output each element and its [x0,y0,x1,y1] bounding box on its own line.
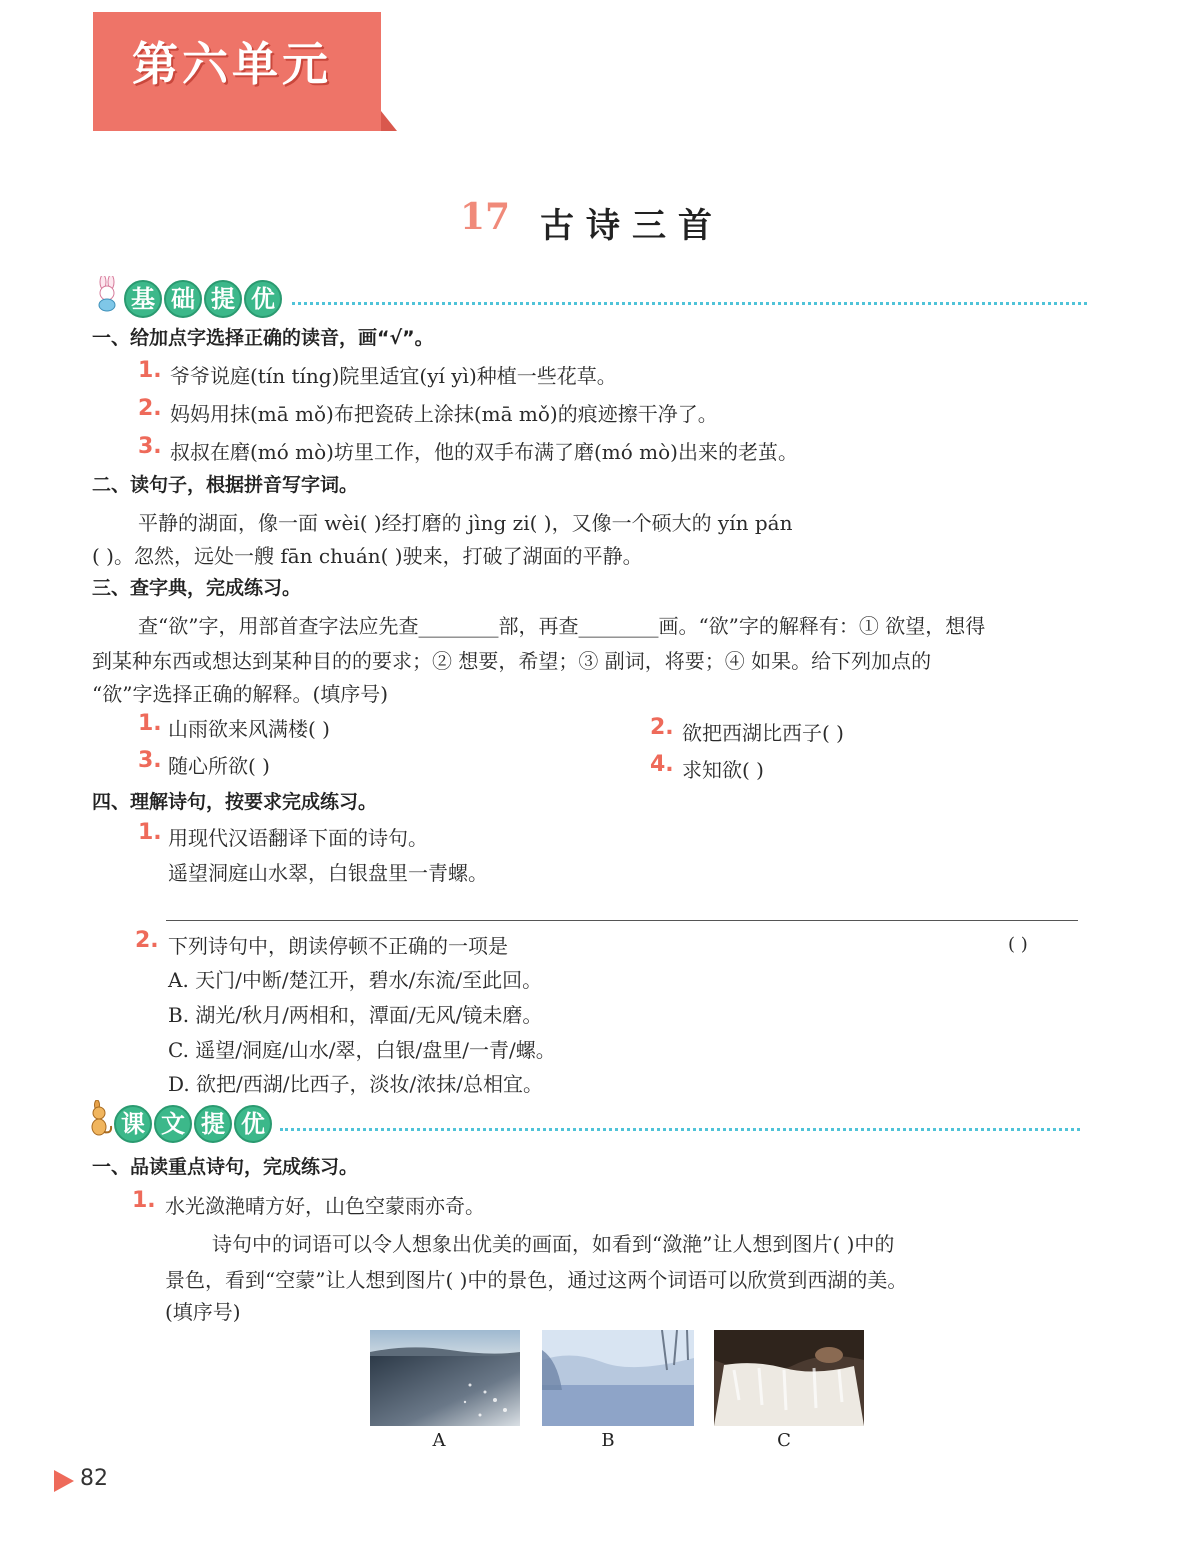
item-number: 1. [138,820,162,845]
section-badge-text [114,1105,272,1143]
item-number: 1. [138,358,162,383]
q3-line-2: 到某种东西或想达到某种目的的要求；② 想要，希望；③ 副词，将要；④ 如果。给下列加点的 [92,649,932,673]
s2-line-3: (填序号) [165,1300,241,1324]
s2-line-2: 景色，看到“空蒙”让人想到图片( )中的景色，通过这两个词语可以欣赏到西湖的美。 [165,1268,908,1292]
option-a: A. 天门/中断/楚江开，碧水/东流/至此回。 [168,968,543,992]
q1-item-2: 妈妈用抹(mā mǒ)布把瓷砖上涂抹(mā mǒ)的痕迹擦干净了。 [170,402,718,426]
q3-item-1: 山雨欲来风满楼( ) [168,717,330,741]
dotted-divider [280,1128,1080,1131]
page-number: 82 [80,1466,108,1491]
waterfall-photo-icon [714,1330,864,1426]
q2-title: 二、读句子，根据拼音写字词。 [92,474,359,496]
kangaroo-mascot-icon [84,1100,114,1136]
badge-char: 课 [114,1105,152,1143]
page-arrow-icon [54,1470,74,1492]
item-number: 3. [138,434,162,459]
q1-item-3: 叔叔在磨(mó mò)坊里工作，他的双手布满了磨(mó mò)出来的老茧。 [170,440,798,464]
s2-poem: 水光潋滟晴方好，山色空蒙雨亦奇。 [165,1194,485,1218]
q2-line-1: 平静的湖面，像一面 wèi( )经打磨的 jìng zi( )，又像一个硕大的 yín pán [138,511,793,535]
option-b: B. 湖光/秋月/两相和，潭面/无风/镜未磨。 [168,1003,543,1027]
photo-caption-b: B [601,1430,615,1451]
q1-item-1: 爷爷说庭(tín tíng)院里适宜(yí yì)种植一些花草。 [170,364,617,388]
photo-caption-c: C [777,1430,791,1451]
q3-item-4: 求知欲( ) [682,758,764,782]
q3-line-1: 查“欲”字，用部首查字法应先查________部，再查________画。“欲”字的解释有：① 欲望，想得 [138,614,986,638]
misty-lake-photo-icon [542,1330,694,1426]
q3-title: 三、查字典，完成练习。 [92,577,302,599]
banner-fold-icon [381,111,397,131]
q4-item-1: 用现代汉语翻译下面的诗句。 [168,826,428,850]
option-d: D. 欲把/西湖/比西子，淡妆/浓抹/总相宜。 [168,1072,543,1096]
badge-char: 提 [204,280,242,318]
answer-paren[interactable]: ( ) [1008,934,1028,955]
item-number: 2. [650,715,674,740]
q4-item-2: 下列诗句中，朗读停顿不正确的一项是 [168,934,508,958]
lesson-number: 17 [460,196,511,238]
rabbit-mascot-icon [92,276,122,312]
badge-char: 基 [124,280,162,318]
q3-item-3: 随心所欲( ) [168,754,270,778]
lesson-title: 古诗三首 [540,206,724,246]
photo-caption-a: A [432,1430,446,1451]
item-number: 2. [135,928,159,953]
s2-line-1: 诗句中的词语可以令人想象出优美的画面，如看到“潋滟”让人想到图片( )中的 [212,1232,895,1256]
q4-title: 四、理解诗句，按要求完成练习。 [92,791,378,813]
item-number: 4. [650,752,674,777]
badge-char: 优 [244,280,282,318]
badge-char: 优 [234,1105,272,1143]
option-c: C. 遥望/洞庭/山水/翠，白银/盘里/一青/螺。 [168,1038,556,1062]
item-number: 1. [132,1188,156,1213]
badge-char: 文 [154,1105,192,1143]
s2-q1-title: 一、品读重点诗句，完成练习。 [92,1156,359,1178]
section-badge-basic [124,280,282,318]
q3-line-3: “欲”字选择正确的解释。(填序号) [92,682,389,706]
badge-char: 础 [164,280,202,318]
item-number: 2. [138,396,162,421]
q4-poem: 遥望洞庭山水翠，白银盘里一青螺。 [168,861,488,885]
badge-char: 提 [194,1105,232,1143]
q3-item-2: 欲把西湖比西子( ) [682,721,844,745]
lake-sparkle-photo-icon [370,1330,520,1426]
dotted-divider [292,302,1087,305]
q2-line-2: ( )。忽然，远处一艘 fān chuán( )驶来，打破了湖面的平静。 [92,544,643,568]
q1-title: 一、给加点字选择正确的读音，画“√”。 [92,327,434,349]
unit-title: 第六单元 [132,37,332,91]
item-number: 1. [138,711,162,736]
item-number: 3. [138,748,162,773]
answer-line[interactable] [166,920,1078,921]
